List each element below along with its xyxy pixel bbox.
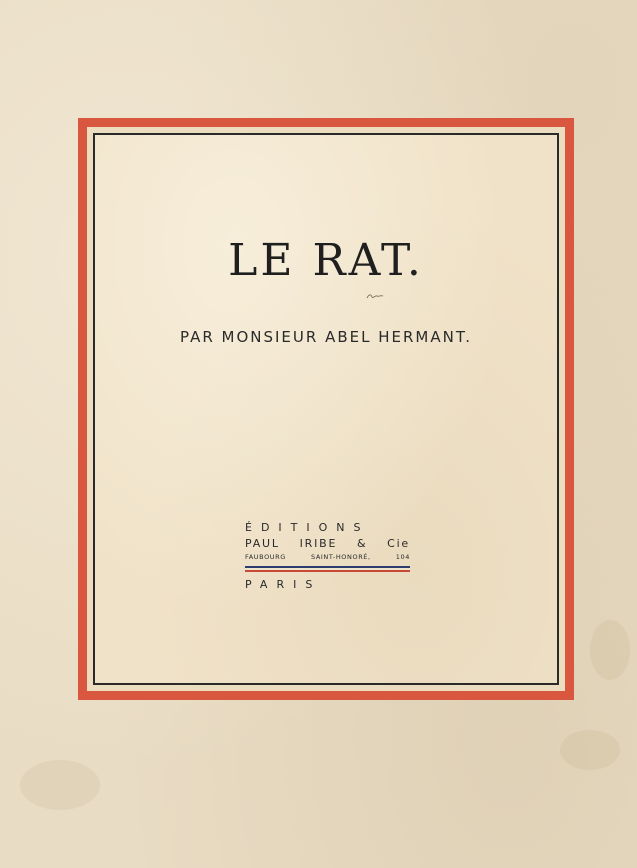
inner-black-frame — [93, 133, 559, 685]
imprint-address: FAUBOURG SAINT-HONORÉ, 104 — [245, 553, 410, 561]
tricolor-red-stripe — [245, 570, 410, 572]
red-border-frame — [78, 118, 574, 700]
imprint-city: PARIS — [245, 578, 322, 591]
paper-stain — [20, 760, 100, 810]
paper-stain — [590, 620, 630, 680]
tricolor-rule — [245, 566, 410, 572]
imprint-publisher: PAUL IRIBE & Cie — [245, 537, 410, 550]
ink-mark-icon — [365, 291, 385, 301]
paper-stain — [560, 730, 620, 770]
author-line: PAR MONSIEUR ABEL HERMANT. — [179, 328, 472, 346]
imprint-editions: ÉDITIONS — [245, 521, 370, 534]
publisher-imprint — [245, 521, 410, 592]
book-title: LE RAT. — [228, 235, 424, 286]
